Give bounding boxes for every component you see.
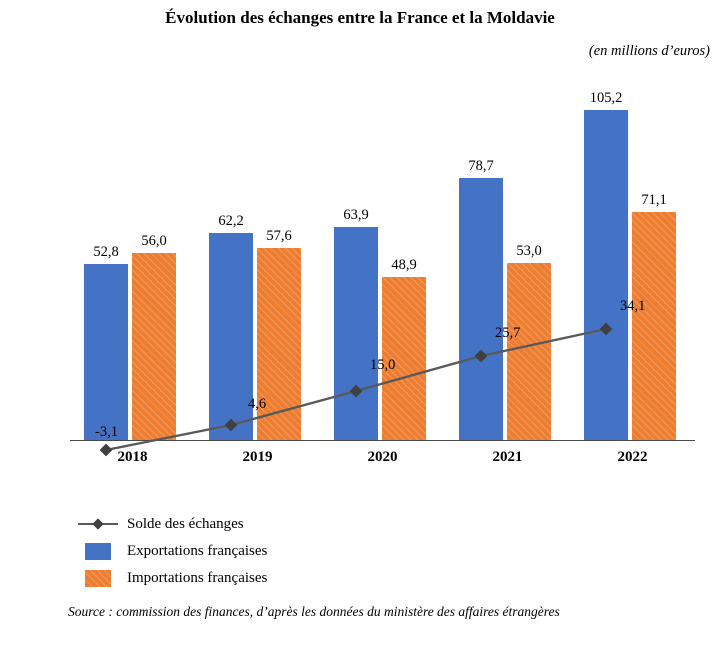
x-tick-label: 2019: [242, 449, 273, 465]
legend-label: Importations françaises: [127, 569, 268, 586]
solde-marker[interactable]: [225, 419, 238, 432]
bar-label-exportations: 105,2: [589, 90, 623, 106]
solde-label: 34,1: [620, 298, 646, 314]
x-tick-label: 2018: [117, 449, 148, 465]
bar-label-exportations: 62,2: [218, 213, 244, 229]
bar-label-importations: 48,9: [391, 257, 417, 273]
x-tick-label: 2021: [492, 449, 523, 465]
solde-marker[interactable]: [600, 323, 613, 336]
line-marker-icon: [78, 515, 118, 533]
x-tick-label: 2022: [617, 449, 648, 465]
bar-label-exportations: 52,8: [93, 244, 119, 260]
x-tick-label: 2020: [367, 449, 398, 465]
chart-source-note: Source : commission des finances, d’après les données du ministère des affaires étrangères: [68, 604, 560, 619]
solde-label: 25,7: [495, 325, 521, 341]
legend-label: Solde des échanges: [127, 515, 244, 532]
bar-label-importations: 71,1: [641, 192, 667, 208]
bar-label-importations: 57,6: [266, 228, 292, 244]
legend-item-exportations[interactable]: [78, 539, 267, 563]
legend-item-solde[interactable]: [78, 512, 267, 536]
solde-label: 4,6: [248, 396, 267, 412]
solde-marker[interactable]: [350, 385, 363, 398]
solde-label: -3,1: [95, 424, 118, 440]
chart-title: Évolution des échanges entre la France et la Moldavie: [165, 8, 555, 27]
solde-marker[interactable]: [475, 350, 488, 363]
solde-label: 15,0: [370, 357, 396, 373]
chart-legend: [78, 512, 267, 593]
bar-label-importations: 53,0: [516, 243, 542, 259]
x-axis-labels: [70, 449, 695, 471]
bar-label-exportations: 78,7: [468, 158, 494, 174]
color-swatch-icon: [85, 543, 111, 560]
legend-item-importations[interactable]: [78, 566, 267, 590]
legend-label: Exportations françaises: [127, 542, 268, 559]
color-swatch-icon: [85, 570, 111, 587]
bar-label-importations: 56,0: [141, 233, 167, 249]
solde-line-series: [70, 90, 695, 455]
chart-subtitle: (en millions d’euros): [588, 43, 710, 59]
bar-label-exportations: 63,9: [343, 207, 369, 223]
